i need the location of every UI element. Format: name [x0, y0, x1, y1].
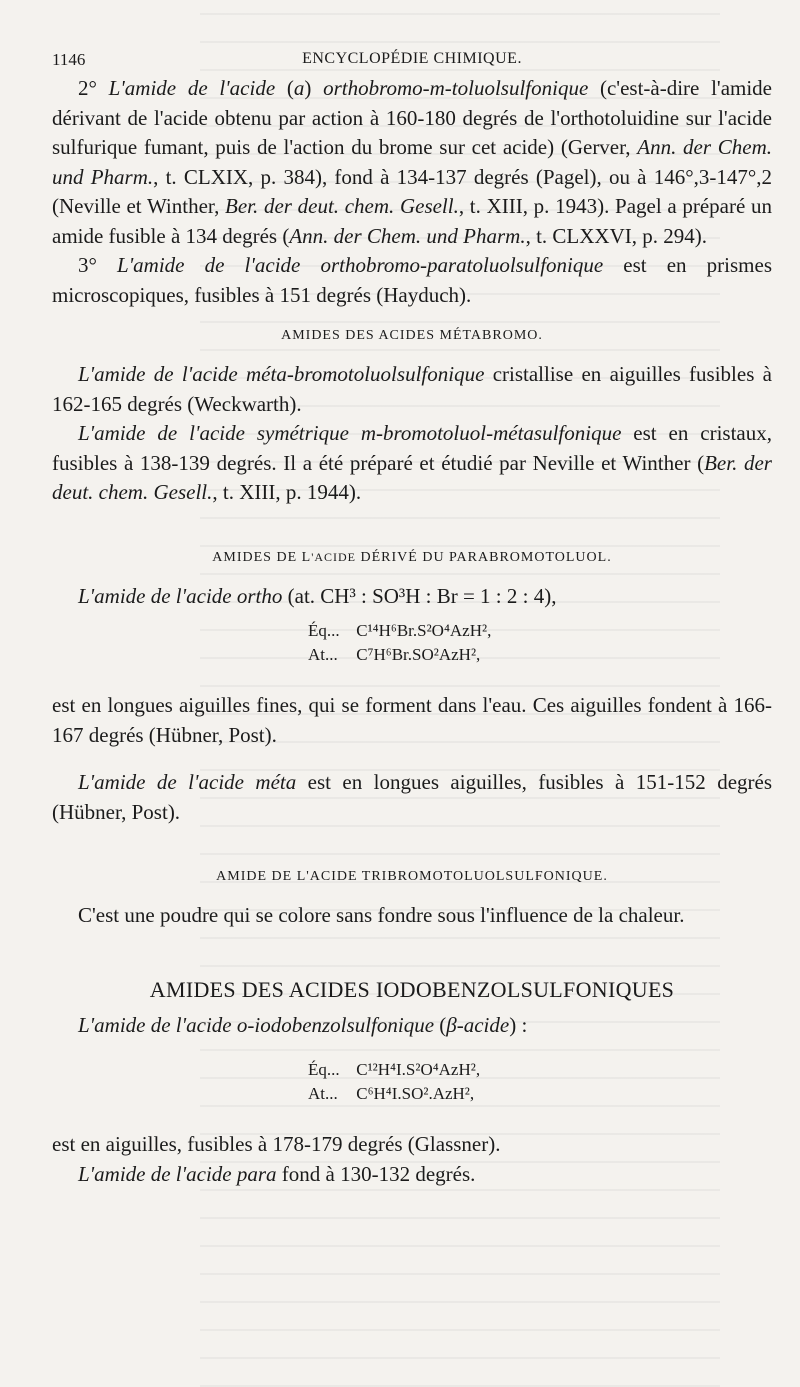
paragraph-3-orthobromo-para: 3° L'amide de l'acide orthobromo-paratoluolsulfonique est en prismes microscopiques, fusibles à 151 degrés (Hayduch).	[52, 253, 772, 307]
citation-journal: Ann. der Chem. und Pharm.	[52, 135, 772, 189]
citation-journal: Ber. der deut. chem. Gesell.	[225, 194, 459, 218]
compound-name: orthobromo-m-toluolsulfonique	[323, 76, 589, 100]
paragraph-2-orthobromo-m: 2° L'amide de l'acide (a) orthobromo-m-toluolsulfonique (c'est-à-dire l'amide dérivant de l'acide obtenu par action à 160-180 degrés de l'orthotoluidine sur l'acide sulfurique fumant, puis de l'action du brome sur cet acide) (Gerver, Ann. der Chem. und Pharm., t. CLXIX, p. 384), fond à 134-137 degrés (Pagel), ou à 146°,3-147°,2 (Neville et Winther, Ber. der deut. chem. Gesell., t. XIII, p. 1943). Pagel a préparé un amide fusible à 134 degrés (Ann. der Chem. und Pharm., t. CLXXVI, p. 294).	[52, 76, 773, 248]
formula-at-line: At... C⁶H⁴I.SO².AzH²,	[308, 1084, 475, 1103]
paragraph-poudre: C'est une poudre qui se colore sans fondre sous l'influence de la chaleur.	[78, 903, 685, 927]
item-number: 2°	[78, 76, 97, 100]
compound-name: L'amide de l'acide o-iodobenzolsulfonique	[78, 1012, 435, 1037]
page	[52, 46, 772, 1189]
compound-name: L'amide de l'acide méta-bromotoluolsulfonique	[78, 362, 485, 386]
formula-block-1	[308, 619, 772, 667]
paragraph-aiguilles-glassner: est en aiguilles, fusibles à 178-179 degrés (Glassner).	[52, 1132, 501, 1156]
compound-name: L'amide de l'acide ortho	[78, 583, 283, 608]
paragraph-ortho: L'amide de l'acide ortho (at. CH³ : SO³H : Br = 1 : 2 : 4),	[78, 583, 557, 608]
compound-name: L'amide de l'acide orthobromo-paratoluolsulfonique	[117, 253, 604, 277]
paragraph-para: L'amide de l'acide para fond à 130-132 degrés.	[78, 1161, 476, 1186]
section-heading-metabromo: AMIDES DES ACIDES MÉTABROMO.	[281, 328, 543, 343]
formula-eq-line: Éq... C¹⁴H⁶Br.S²O⁴AzH²,	[308, 621, 492, 640]
citation-journal: Ann. der Chem. und Pharm.	[289, 223, 526, 248]
formula-eq-line: Éq... C¹²H⁴I.S²O⁴AzH²,	[308, 1060, 481, 1079]
compound-name: L'amide de l'acide symétrique m-bromotoluol-métasulfonique	[78, 421, 622, 445]
section-heading-iodobenzol: AMIDES DES ACIDES IODOBENZOLSULFONIQUES	[149, 976, 675, 1002]
running-header	[52, 46, 772, 74]
citation-journal: Ber. der deut. chem. Gesell.	[52, 450, 772, 504]
page-number: 1146	[52, 50, 86, 69]
compound-name: L'amide de l'acide méta	[78, 770, 297, 794]
paragraph-meta-bromo: L'amide de l'acide méta-bromotoluolsulfonique cristallise en aiguilles fusibles à 162-165 degrés (Weckwarth).	[52, 362, 772, 416]
formula-block-2	[308, 1058, 772, 1106]
section-heading-tribromo: AMIDE DE L'ACIDE TRIBROMOTOLUOLSULFONIQUE.	[216, 869, 608, 884]
formula-at-line: At... C⁷H⁶Br.SO²AzH²,	[308, 645, 481, 664]
compound-name: L'amide de l'acide	[108, 76, 276, 100]
paragraph-longues-aiguilles: est en longues aiguilles fines, qui se forment dans l'eau. Ces aiguilles fondent à 166-167 degrés (Hübner, Post).	[52, 693, 772, 747]
compound-name: L'amide de l'acide para	[78, 1161, 277, 1186]
item-number: 3°	[78, 253, 97, 277]
running-title: ENCYCLOPÉDIE CHIMIQUE.	[302, 50, 522, 67]
paragraph-symetrique: L'amide de l'acide symétrique m-bromotoluol-métasulfonique est en cristaux, fusibles à 138-139 degrés. Il a été préparé et étudié par Neville et Winther (Ber. der deut. chem. Gesell., t. XIII, p. 1944).	[52, 421, 772, 504]
section-heading-parabromotoluol: AMIDES DE L'ACIDE DÉRIVÉ DU PARABROMOTOLUOL.	[212, 549, 612, 565]
paragraph-o-iodobenzol: L'amide de l'acide o-iodobenzolsulfonique (β-acide) :	[78, 1012, 528, 1037]
paragraph-meta: L'amide de l'acide méta est en longues aiguilles, fusibles à 151-152 degrés (Hübner, Post).	[52, 770, 773, 824]
